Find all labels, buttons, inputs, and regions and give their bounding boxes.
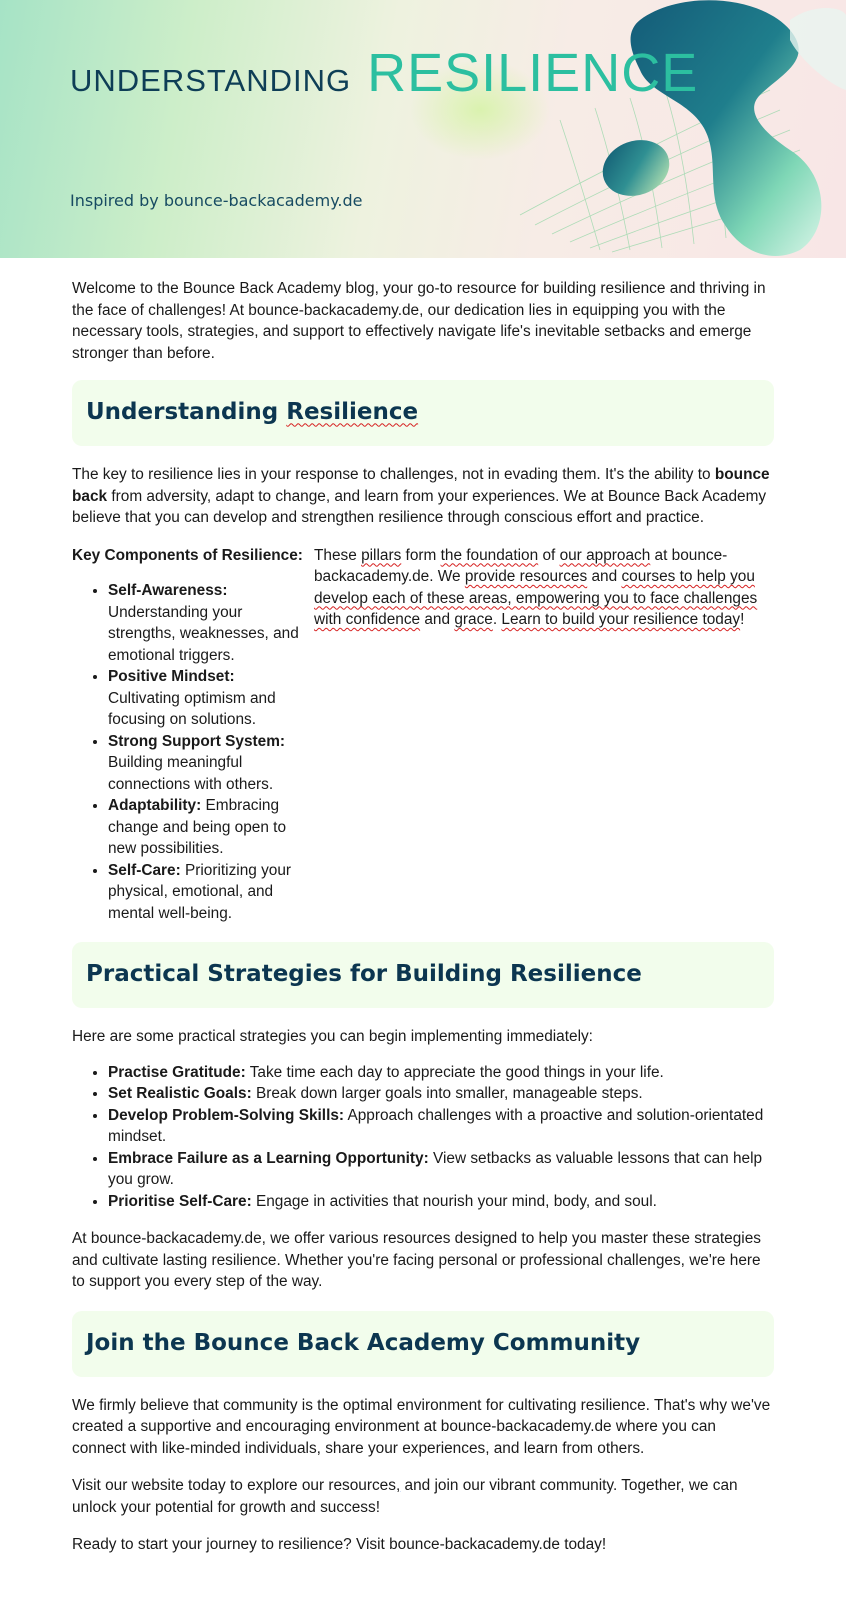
blob-highlight (790, 8, 846, 90)
intro-paragraph: Welcome to the Bounce Back Academy blog, your go-to resource for building resilience and thriving in the face of challenges! At bounce-backacademy.de, our dedication lies in equipping you with the necessary tools, strategies, and support to effectively navigate life's inevitable setbacks and emerge stronger than before. (72, 280, 766, 362)
list-item: • Set Realistic Goals: Break down larger goals into smaller, manageable steps. (108, 1083, 774, 1105)
list-item: • Adaptability: Embracing change and being open to new possibilities. (108, 795, 304, 860)
key-components-title: Key Components of Resilience: (72, 546, 303, 564)
list-item: • Develop Problem-Solving Skills: Approach challenges with a proactive and solution-orientated mindset. (108, 1105, 774, 1148)
banner-title (70, 42, 698, 104)
abstract-wave-graphic (0, 0, 846, 258)
resources-link[interactable]: , (395, 1477, 401, 1494)
list-item: • Embrace Failure as a Learning Opportunity: View setbacks as valuable lessons that can help you grow. (108, 1148, 774, 1191)
strategies-lead: Here are some practical strategies you can begin implementing immediately: (72, 1028, 593, 1045)
components-list (72, 580, 304, 924)
cta-paragraph: Ready to start your journey to resilience? Visit bounce-backacademy.de today! (72, 1536, 607, 1553)
list-item: • Strong Support System: Building meaningful connections with others. (108, 731, 304, 796)
droplet-shape (595, 131, 677, 205)
community-paragraph: We firmly believe that community is the optimal environment for cultivating resilience. That's why we've created a supportive and encouraging environment at bounce-backacademy.de where you can connect with like-minded individuals, share your experiences, and learn from others. (72, 1396, 771, 1457)
list-item: • Positive Mindset: Cultivating optimism and focusing on solutions. (108, 666, 304, 731)
list-item: • Prioritise Self-Care: Engage in activities that nourish your mind, body, and soul. (108, 1191, 774, 1213)
banner-title-small: UNDERSTANDING (70, 63, 352, 98)
strategies-closing: At bounce-backacademy.de, we offer various resources designed to help you master these strategies and cultivate lasting resilience. Whether you're facing personal or professional challenges, we're here to support you every step of the way. (72, 1230, 761, 1290)
strategies-list (72, 1062, 774, 1213)
components-column (72, 545, 304, 925)
list-item: • Self-Care: Prioritizing your physical, emotional, and mental well-being. (108, 860, 304, 925)
pillars-paragraph: These pillars form the foundation of our approach at bounce-backacademy.de. We provide resources and courses to help you develop each of these areas, empowering you to face challenges with confidence and grace. Learn to build your resilience today! (314, 546, 758, 628)
visit-paragraph: Visit our website today to explore our resources, and join our vibrant community. Together, we can unlock your potential for growth and success! (72, 1477, 738, 1516)
header-banner (0, 0, 846, 258)
article-body (72, 278, 774, 1572)
list-item: • Practise Gratitude: Take time each day to appreciate the good things in your life. (108, 1062, 774, 1084)
components-layout (72, 545, 774, 925)
section-header-strategies (72, 942, 774, 1008)
list-item: • Self-Awareness: Understanding your strengths, weaknesses, and emotional triggers. (108, 580, 304, 666)
section-header-community (72, 1311, 774, 1377)
banner-subtitle: Inspired by bounce-backacademy.de (70, 191, 363, 210)
pillars-column (314, 545, 774, 925)
section-header-understanding (72, 380, 774, 446)
section-heading: Join the Bounce Back Academy Community (86, 1329, 641, 1356)
banner-title-large: RESILIENCE (367, 43, 699, 103)
resilience-definition-paragraph: The key to resilience lies in your response to challenges, not in evading them. It's the ability to bounce back from adversity, adapt to change, and learn from your experiences. We at Bounce Back Academy believe that you can develop and strengthen resilience through conscious effort and practice. (72, 466, 770, 526)
section-heading: Practical Strategies for Building Resilience (86, 961, 642, 988)
section-heading: Understanding Resilience (86, 399, 419, 426)
